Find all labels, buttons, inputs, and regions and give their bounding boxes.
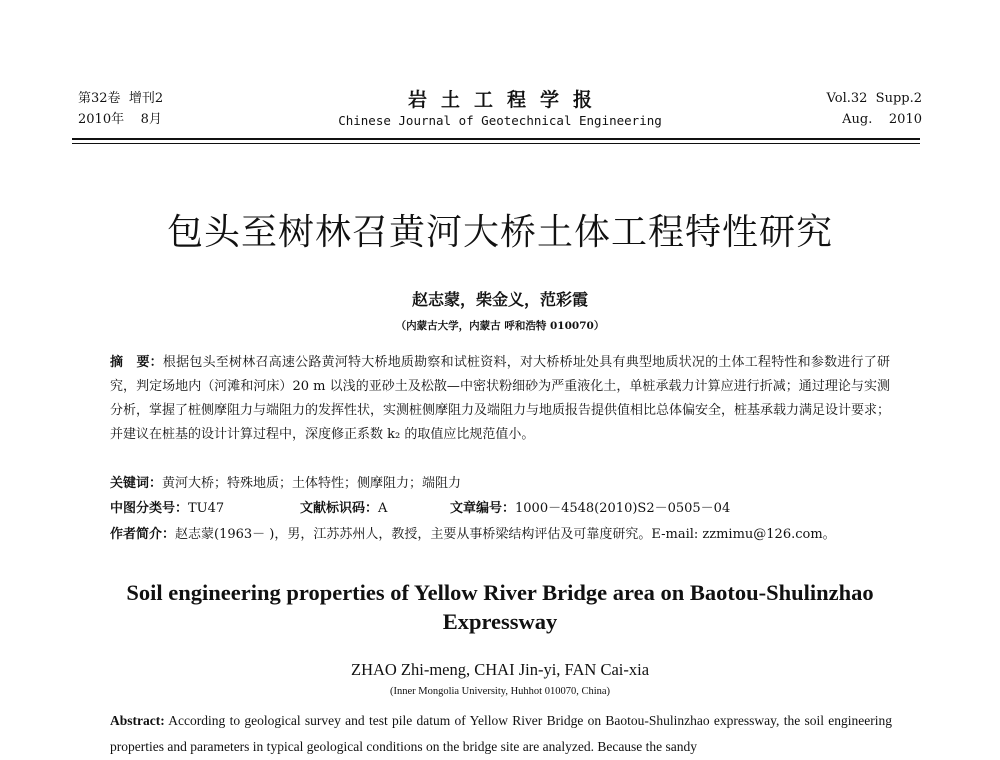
paper-title-en: Soil engineering properties of Yellow River Bridge area on Baotou-Shulinzhao Expressway [126,580,874,634]
classification-row [110,499,900,519]
year-cn: 2010年 [78,112,125,127]
journal-name-cn: 岩土工程学报 [407,89,606,111]
bio-text: 赵志蒙(1963－ )，男，江苏苏州人，教授，主要从事桥梁结构评估及可靠度研究。E-mail: zzmimu@126.com。 [175,527,836,542]
affiliation-en: (Inner Mongolia University, Huhhot 010070, China) [389,686,611,697]
paper-title-cn: 包头至树林召黄河大桥土体工程特性研究 [166,212,833,253]
volume-en: Vol.32 [826,91,868,106]
doc-code-value: A [378,501,388,516]
abstract-cn [110,351,890,447]
journal-name-en: Chinese Journal of Geotechnical Engineering [338,113,662,128]
abstract-en-text: According to geological survey and test pile datum of Yellow River Bridge on Baotou-Shulinzhao expressway, the soil engineering properties and parameters in typical geological conditions on the bridge site are analyzed. Because the sandy [110,713,892,754]
month-cn: 8月 [140,112,162,127]
abstract-cn-label: 摘 要： [110,355,163,370]
keywords-label: 关键词： [110,476,163,491]
journal-name [78,88,922,130]
header-right [827,88,922,130]
year-en: 2010 [888,112,922,127]
keywords-text: 黄河大桥；特殊地质；土体特性；侧摩阻力；端阻力 [162,476,462,491]
authors-en: ZHAO Zhi-meng, CHAI Jin-yi, FAN Cai-xia [350,660,650,679]
clc-value: TU47 [188,501,225,516]
running-header [78,88,922,132]
article-no-label: 文章编号： [450,501,516,516]
keywords-cn [110,474,900,494]
authors-cn: 赵志蒙，柴金义，范彩霞 [411,290,588,309]
author-bio [110,525,900,545]
header-rule-thin [72,143,920,144]
volume-cn: 第32卷 [78,91,121,106]
header-rule-thick [72,138,920,140]
affiliation-cn: （内蒙古大学，内蒙古 呼和浩特 010070） [395,320,605,332]
month-en: Aug. [842,112,873,127]
abstract-en-label: Abstract: [110,713,165,728]
article-no-value: 1000－4548(2010)S2－0505－04 [515,501,731,516]
supp-en: Supp.2 [875,91,922,106]
abstract-cn-text: 根据包头至树林召高速公路黄河特大桥地质勘察和试桩资料，对大桥桥址处具有典型地质状况的土体工程特性和参数进行了研究，判定场地内（河滩和河床）20 m 以浅的亚砂土及松散—中密状粉细砂为严重液化土，单桩承载力计算应进行折减；通过理论与实测分析，掌握了桩侧摩阻力与端阻力的发挥性状，实测桩侧摩阻力及端阻力与地质报告提供值相比总体偏安全，桩基承载力满足设计要求；并建议在桩基的设计计算过程中，深度修正系数 k₂ 的取值应比规范值小。 [110,355,891,442]
clc-label: 中图分类号： [110,501,189,516]
abstract-en [110,708,892,760]
supp-cn: 增刊2 [128,91,164,106]
doc-code-label: 文献标识码： [300,501,379,516]
bio-label: 作者简介： [110,527,176,542]
